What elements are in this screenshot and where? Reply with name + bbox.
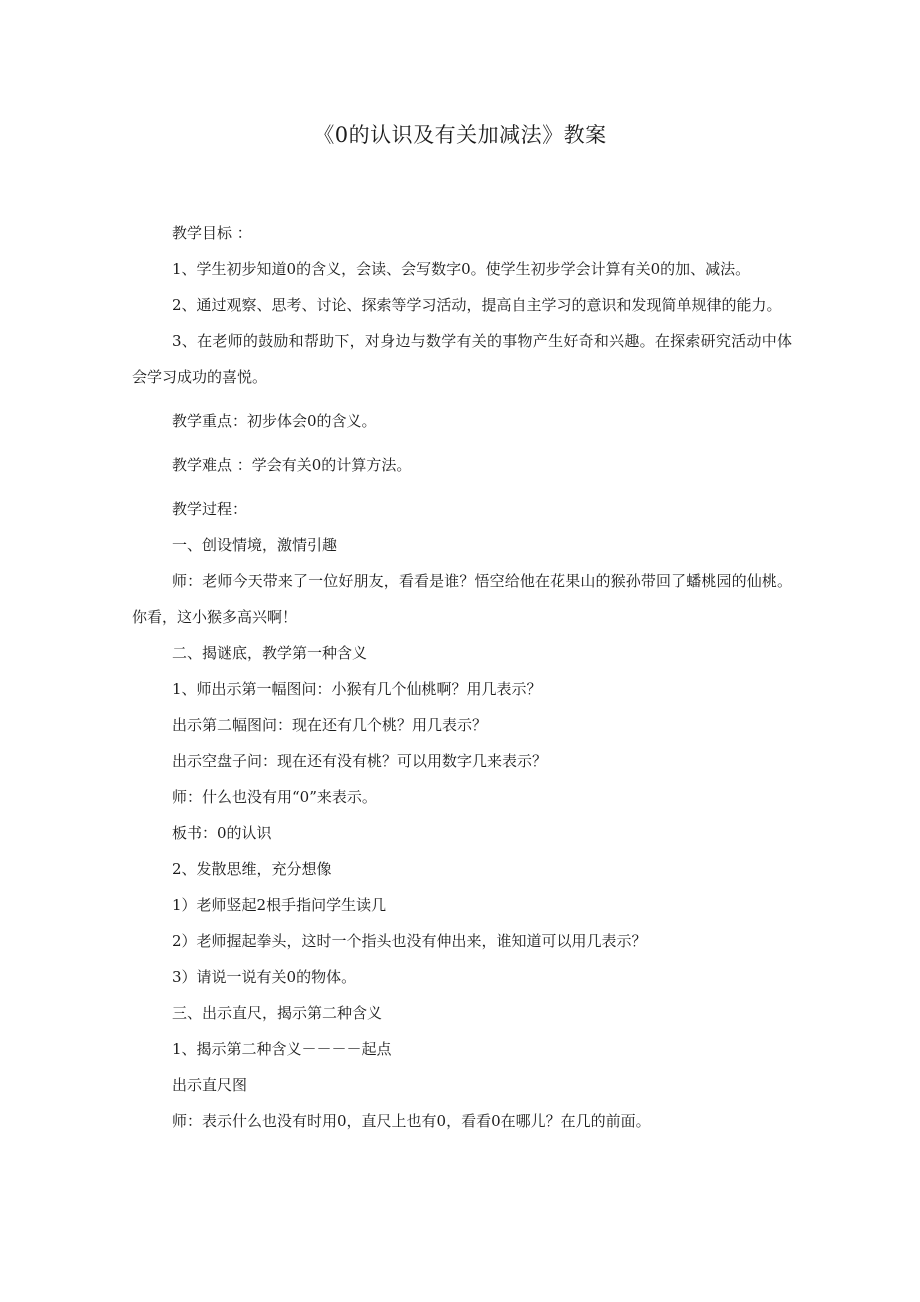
paragraph-zero-meaning: 师：什么也没有用“0”来表示。 [172, 788, 377, 806]
paragraph-difficulty: 教学难点 ：学会有关0的计算方法。 [172, 456, 412, 474]
paragraph-subitem-1: 1）老师竖起2根手指问学生读几 [172, 896, 387, 914]
paragraph-goal-2: 2、通过观察、思考、讨论、探索等学习活动，提高自主学习的意识和发现简单规律的能力。 [172, 296, 782, 314]
document-body [132, 215, 792, 1139]
paragraph-goal-1: 1、学生初步知道0的含义，会读、会写数字0。使学生初步学会计算有关0的加、减法。 [172, 260, 751, 278]
paragraph-teaching-goals-heading: 教学目标 ： [172, 224, 252, 242]
paragraph-blackboard: 板书：0的认识 [172, 824, 272, 842]
paragraph-section-2-item-1: 1、师出示第一幅图问：小猴有几个仙桃啊？用几表示？ [172, 680, 542, 698]
paragraph-section-1-text: 师：老师今天带来了一位好朋友，看看是谁？悟空给他在花果山的猴孙带回了蟠桃园的仙桃。你看，这小猴多高兴啊！ [132, 572, 792, 626]
paragraph-section-2-heading: 二、揭谜底，教学第一种含义 [172, 644, 368, 662]
paragraph-goal-3: 3、在老师的鼓励和帮助下，对身边与数学有关的事物产生好奇和兴趣。在探索研究活动中体会学习成功的喜悦。 [132, 332, 792, 386]
paragraph-second-picture: 出示第二幅图问：现在还有几个桃？用几表示？ [172, 716, 488, 734]
paragraph-subitem-3: 3）请说一说有关0的物体。 [172, 968, 357, 986]
document-title: 《0的认识及有关加减法》教案 [313, 123, 607, 147]
paragraph-section-3-heading: 三、出示直尺，揭示第二种含义 [172, 1004, 383, 1022]
paragraph-section-2-item-2: 2、发散思维，充分想像 [172, 860, 332, 878]
paragraph-process-heading: 教学过程： [172, 500, 248, 518]
paragraph-subitem-2: 2）老师握起拳头，这时一个指头也没有伸出来，谁知道可以用几表示？ [172, 932, 647, 950]
paragraph-section-1-heading: 一、创设情境，激情引趣 [172, 536, 338, 554]
paragraph-section-3-item-1: 1、揭示第二种含义－－－－起点 [172, 1040, 392, 1058]
paragraph-ruler-picture: 出示直尺图 [172, 1076, 248, 1094]
paragraph-key-point: 教学重点：初步体会0的含义。 [172, 412, 377, 430]
paragraph-ruler-zero: 师：表示什么也没有时用0，直尺上也有0，看看0在哪儿？在几的前面。 [172, 1112, 651, 1130]
paragraph-empty-plate: 出示空盘子问：现在还有没有桃？可以用数字几来表示？ [172, 752, 548, 770]
